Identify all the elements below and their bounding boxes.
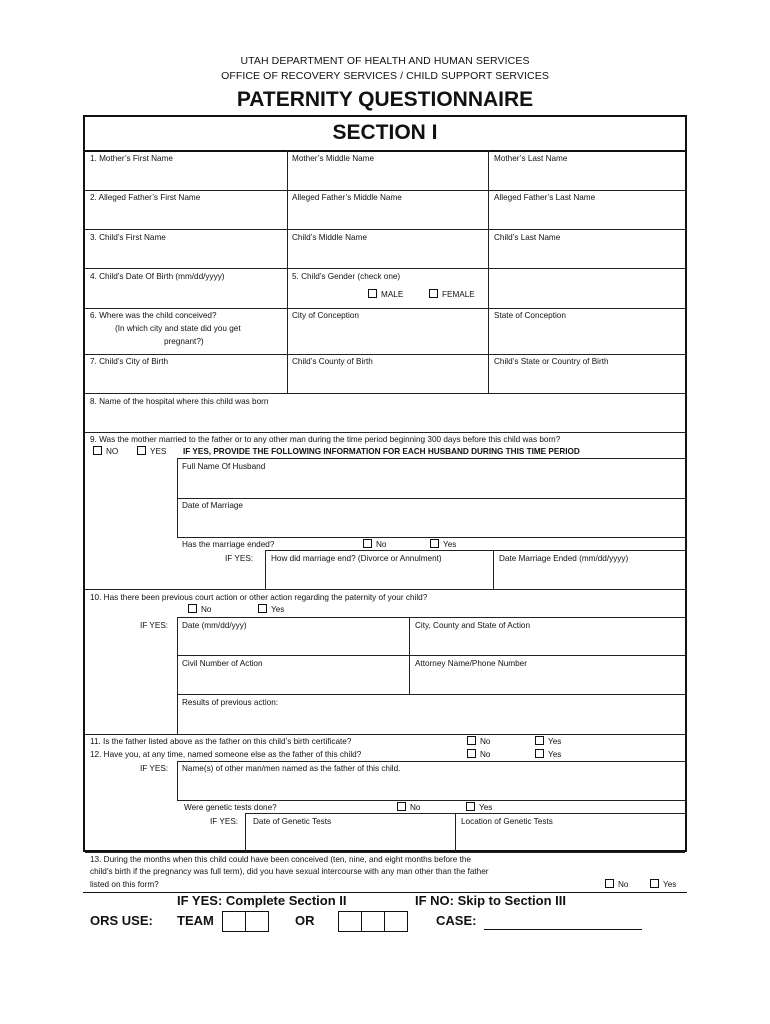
conception-city-label: City of Conception <box>292 311 359 320</box>
genetic-yes-option[interactable]: Yes <box>466 803 492 813</box>
q9-yes-option[interactable]: YES <box>137 447 166 457</box>
q10-yes-checkbox[interactable] <box>258 604 267 613</box>
q11-question: 11. Is the father listed above as the father on this child’s birth certificate? <box>90 737 352 746</box>
marriage-ended-no-option[interactable]: No <box>363 540 386 550</box>
hospital-label: 8. Name of the hospital where this child was born <box>90 397 269 406</box>
female-checkbox[interactable] <box>429 289 438 298</box>
q13-question-line1: 13. During the months when this child could have been conceived (ten, nine, and eight months before the <box>90 855 471 864</box>
marriage-ended-yes-option[interactable]: Yes <box>430 540 456 550</box>
how-ended-label: How did marriage end? (Divorce or Annulment) <box>271 554 442 563</box>
q12-question: 12. Have you, at any time, named someone else as the father of this child? <box>90 750 362 759</box>
conception-state-label: State of Conception <box>494 311 566 320</box>
q10-yes-option[interactable]: Yes <box>258 605 284 615</box>
male-option[interactable]: MALE <box>368 290 403 300</box>
child-gender-label: 5. Child’s Gender (check one) <box>292 272 401 281</box>
genetic-location-label: Location of Genetic Tests <box>461 817 553 826</box>
conception-place-label: 6. Where was the child conceived? <box>90 311 217 320</box>
if-no-instruction: IF NO: Skip to Section III <box>415 893 566 908</box>
genetic-no-checkbox[interactable] <box>397 802 406 811</box>
section-one-form <box>83 115 687 852</box>
team-box-2[interactable] <box>245 911 269 932</box>
male-checkbox[interactable] <box>368 289 377 298</box>
conception-place-hint-2: pregnant?) <box>164 337 204 346</box>
agency-name: UTAH DEPARTMENT OF HEALTH AND HUMAN SERVICES <box>240 55 530 67</box>
ors-use-label: ORS USE: <box>90 913 153 928</box>
genetic-tests-label: Were genetic tests done? <box>184 803 277 812</box>
q9-question: 9. Was the mother married to the father or to any other man during the time period beginning 300 days before this child was born? <box>90 435 561 444</box>
q9-no-option[interactable]: NO <box>93 447 118 457</box>
father-middle-name-label: Alleged Father’s Middle Name <box>292 193 402 202</box>
q12-yes-option[interactable]: Yes <box>535 750 561 760</box>
husband-name-label: Full Name Of Husband <box>182 462 266 471</box>
action-location-label: City, County and State of Action <box>415 621 530 630</box>
q13-yes-option[interactable]: Yes <box>650 880 676 890</box>
previous-action-results-label: Results of previous action: <box>182 698 279 707</box>
or-box-3[interactable] <box>384 911 408 932</box>
or-box-1[interactable] <box>338 911 362 932</box>
conception-place-hint: (In which city and state did you get <box>115 324 241 333</box>
birth-city-label: 7. Child’s City of Birth <box>90 357 169 366</box>
q12-no-option[interactable]: No <box>467 750 490 760</box>
q13-question-line2: child’s birth if the pregnancy was full term), did you have sexual intercourse with any man other than the father <box>90 867 489 876</box>
q11-yes-option[interactable]: Yes <box>535 737 561 747</box>
q10-if-yes-label: IF YES: <box>140 621 169 630</box>
q10-no-checkbox[interactable] <box>188 604 197 613</box>
document-title: PATERNITY QUESTIONNAIRE <box>236 88 534 111</box>
q13-no-option[interactable]: No <box>605 880 628 890</box>
other-men-label: Name(s) of other man/men named as the father of this child. <box>182 764 401 773</box>
q9-no-checkbox[interactable] <box>93 446 102 455</box>
date-ended-label: Date Marriage Ended (mm/dd/yyyy) <box>499 554 629 563</box>
marriage-ended-label: Has the marriage ended? <box>182 540 275 549</box>
team-box-1[interactable] <box>222 911 246 932</box>
mother-middle-name-label: Mother’s Middle Name <box>292 154 375 163</box>
section-title: SECTION I <box>332 121 438 144</box>
marriage-date-label: Date of Marriage <box>182 501 243 510</box>
case-number-line[interactable] <box>484 929 642 930</box>
child-middle-name-label: Child’s Middle Name <box>292 233 367 242</box>
q9-instructions: IF YES, PROVIDE THE FOLLOWING INFORMATION FOR EACH HUSBAND DURING THIS TIME PERIOD <box>183 447 580 456</box>
q12-yes-checkbox[interactable] <box>535 749 544 758</box>
office-name: OFFICE OF RECOVERY SERVICES / CHILD SUPPORT SERVICES <box>221 70 549 82</box>
marriage-if-yes-label: IF YES: <box>225 554 254 563</box>
genetic-if-yes-label: IF YES: <box>210 817 239 826</box>
marriage-ended-no-checkbox[interactable] <box>363 539 372 548</box>
or-box-2[interactable] <box>361 911 385 932</box>
action-date-label: Date (mm/dd/yyy) <box>182 621 247 630</box>
father-first-name-label: 2. Alleged Father’s First Name <box>90 193 201 202</box>
birth-county-label: Child’s County of Birth <box>292 357 373 366</box>
q12-no-checkbox[interactable] <box>467 749 476 758</box>
female-option[interactable]: FEMALE <box>429 290 475 300</box>
q13-no-checkbox[interactable] <box>605 879 614 888</box>
genetic-yes-checkbox[interactable] <box>466 802 475 811</box>
q12-if-yes-label: IF YES: <box>140 764 169 773</box>
civil-number-label: Civil Number of Action <box>182 659 263 668</box>
if-yes-instruction: IF YES: Complete Section II <box>177 893 347 908</box>
case-label: CASE: <box>436 913 477 928</box>
q13-question-line3: listed on this form? <box>90 880 159 889</box>
genetic-no-option[interactable]: No <box>397 803 420 813</box>
genetic-date-label: Date of Genetic Tests <box>253 817 332 826</box>
q11-yes-checkbox[interactable] <box>535 736 544 745</box>
birth-state-label: Child’s State or Country of Birth <box>494 357 609 366</box>
attorney-label: Attorney Name/Phone Number <box>415 659 527 668</box>
q10-no-option[interactable]: No <box>188 605 211 615</box>
q10-question: 10. Has there been previous court action or other action regarding the paternity of your child? <box>90 593 428 602</box>
marriage-ended-yes-checkbox[interactable] <box>430 539 439 548</box>
or-label: OR <box>295 913 315 928</box>
mother-last-name-label: Mother’s Last Name <box>494 154 568 163</box>
father-last-name-label: Alleged Father’s Last Name <box>494 193 596 202</box>
mother-first-name-label: 1. Mother’s First Name <box>90 154 173 163</box>
child-last-name-label: Child’s Last Name <box>494 233 561 242</box>
team-label: TEAM <box>177 913 214 928</box>
q11-no-checkbox[interactable] <box>467 736 476 745</box>
q11-no-option[interactable]: No <box>467 737 490 747</box>
q13-yes-checkbox[interactable] <box>650 879 659 888</box>
child-first-name-label: 3. Child’s First Name <box>90 233 166 242</box>
child-dob-label: 4. Child’s Date Of Birth (mm/dd/yyyy) <box>90 272 225 281</box>
q9-yes-checkbox[interactable] <box>137 446 146 455</box>
